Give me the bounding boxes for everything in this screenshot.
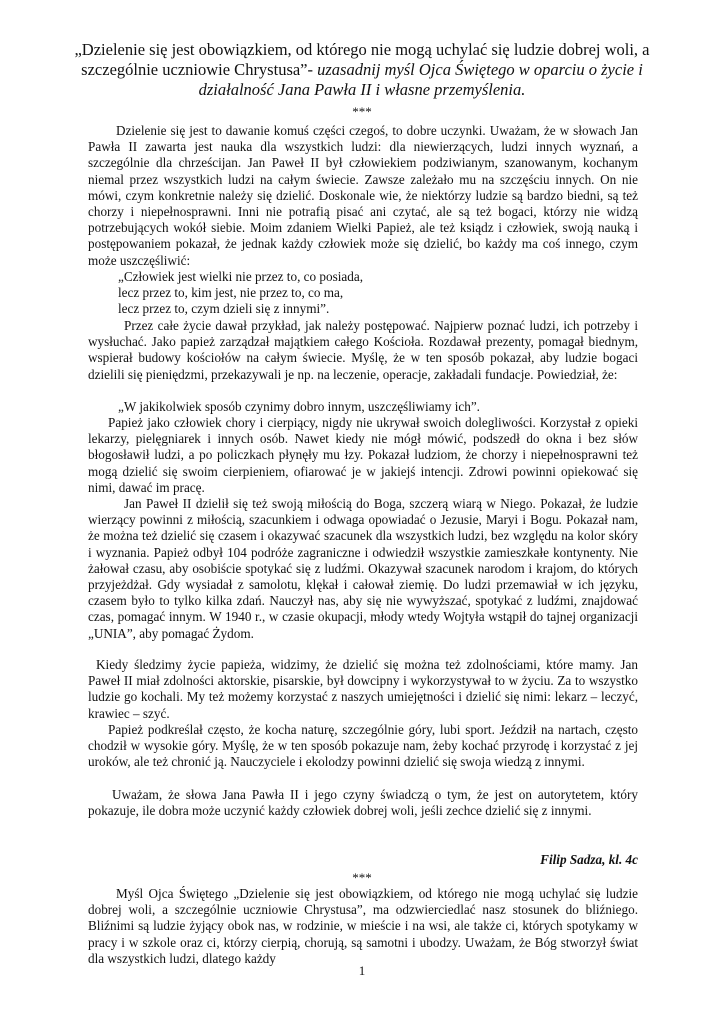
paragraph-8: Myśl Ojca Świętego „Dzielenie się jest obowiązkiem, od którego nie mogą uchylać się ludzie dobrej woli, a szczególnie uczniowie Chrystusa”, ma odzwierciedlać nasz stosunek do bliźniego. Bliźnimi są ludzie żyjący obok nas, w rodzinie, w mieście i na wsi, ale także ci, których spotykamy w pracy i w szkole oraz ci, którzy cierpią, chorują, są samotni i ubodzy. Uważam, że Bóg stworzył świat dla wszystkich ludzi, dlatego każdy [88,886,638,966]
page-number: 1 [358,963,366,978]
paragraph-2: Przez całe życie dawał przykład, jak należy postępować. Najpierw poznać ludzi, ich potrzeby i wysłuchać. Jako papież zarządzał majątkiem całego Kościoła. Rozdawał prezenty, pomagał biednym, wspierał budowy kościołów na całym świecie. Myślę, że w ten sposób pokazał, aby ludzie bogaci dzielili się pieniędzmi, przekazywali je np. na leczenie, operacje, zakładali fundacje. Powiedział, że: [88,318,638,382]
paragraph-7: Uważam, że słowa Jana Pawła II i jego czyny świadczą o tym, że jest on autorytetem, który pokazuje, ile dobra może uczynić każdy człowiek dobrej woli, jeśli zechce dzielić się z innymi. [88,787,638,819]
title-quote: „Dzielenie się jest obowiązkiem, od którego nie mogą uchylać się ludzie dobrej woli, a szczególnie uczniowie Chrystusa”- [74,40,650,79]
quote-2: „W jakikolwiek sposób czynimy dobro innym, uszczęśliwiamy ich”. [118,399,480,414]
quote-1 [118,269,618,318]
paragraph-5: Kiedy śledzimy życie papieża, widzimy, że dzielić się można też zdolnościami, które mamy. Jan Paweł II miał zdolności aktorskie, pisarskie, był dowcipny i wykorzystywał to w życiu. Za to wszystko ludzie go kochali. My też możemy korzystać z naszych umiejętności i dzielić się nimi: lekarz – leczyć, krawiec – szyć. [88,657,638,721]
paragraph-6: Papież podkreślał często, że kocha naturę, szczególnie góry, lubi sport. Jeździł na nartach, często chodził w wysokie góry. Myślę, że w ten sposób pokazuje nam, żeby kochać przyrodę i korzystać z jej uroków, ale też chronić ją. Nauczyciele i ekolodzy powinni dzielić się swoja wiedzą z innymi. [88,722,638,770]
quote-1-line-1: „Człowiek jest wielki nie przez to, co posiada, [118,269,363,284]
paragraph-3: Papież jako człowiek chory i cierpiący, nigdy nie ukrywał swoich dolegliwości. Korzystał z opieki lekarzy, pielęgniarek i innych osób. Nawet kiedy nie mógł mówić, podszedł do okna i bez słów błogosławił ludzi, a po policzkach płynęły mu łzy. Pokazał ludziom, że chorzy i niepełnosprawni też mogą dzielić się swoim cierpieniem, ofiarować je w jakiejś intencji. Zdrowi powinni opiekować się nimi, dawać im pracę. [88,415,638,495]
quote-1-line-2: lecz przez to, kim jest, nie przez to, co ma, [118,285,344,301]
paragraph-4: Jan Paweł II dzielił się też swoją miłością do Boga, szczerą wiarą w Niego. Pokazał, że ludzie wierzący powinni z miłością, szacunkiem i odwaga opowiadać o Jezusie, Maryi i Bogu. Pokazał nam, że można też dzielić się czasem i okazywać szacunek dla wszystkich ludzi, bez względu na kolor skóry i wyznania. Papież odbył 104 podróże zagraniczne i odwiedził wszystkie zamieszkałe kontynenty. Nie żałował czasu, aby osobiście spotykać się z ludźmi. Okazywał szacunek narodom i krajom, do których przyjeżdżał. Gdy wysiadał z samolotu, klękał i całował ziemię. Do ludzi przemawiał w ich języku, czasem było to tylko kilka zdań. Nauczył nas, aby się nie wywyższać, spotykać z ludźmi, znajdować czas, pomagać innym. W 1940 r., w czasie okupacji, młody wtedy Wojtyła wstąpił do tajnej organizacji „UNIA”, aby pomagać Żydom. [88,496,638,641]
paragraph-1: Dzielenie się jest to dawanie komuś części czegoś, to dobre uczynki. Uważam, że w słowach Jan Pawła II zawarta jest nauka dla wszystkich ludzi: dla niewierzących, ludzi innych wyznań, a szczególnie dla chrześcijan. Jan Paweł II był człowiekiem podziwianym, szanowanym, kochanym niemal przez wszystkich ludzi na całym świecie. Zawsze zależało mu na szczęściu innych. On nie mówi, czym konkretnie należy się dzielić. Doskonale wie, że niektórzy ludzie są bardzo biedni, są też chorzy i niepełnosprawni. Inni nie potrafią pisać ani czytać, ale są też bogaci, którzy nie widzą potrzebujących wokół siebie. Moim zdaniem Wielki Papież, ale też ksiądz i człowiek, swoją nauką i postępowaniem pokazał, że jednak każdy człowiek może się dzielić, bo każdy ma coś innego, czym może uszczęśliwić: [88,123,638,268]
separator-bottom: *** [352,870,372,885]
author-signature: Filip Sadza, kl. 4c [540,852,638,867]
essay-title [70,40,654,100]
title-task: uzasadnij myśl Ojca Świętego w oparciu o życie i działalność Jana Pawła II i własne przemyślenia. [198,60,643,99]
quote-1-line-3: lecz przez to, czym dzieli się z innymi”. [118,301,330,317]
separator-top: *** [352,104,372,119]
